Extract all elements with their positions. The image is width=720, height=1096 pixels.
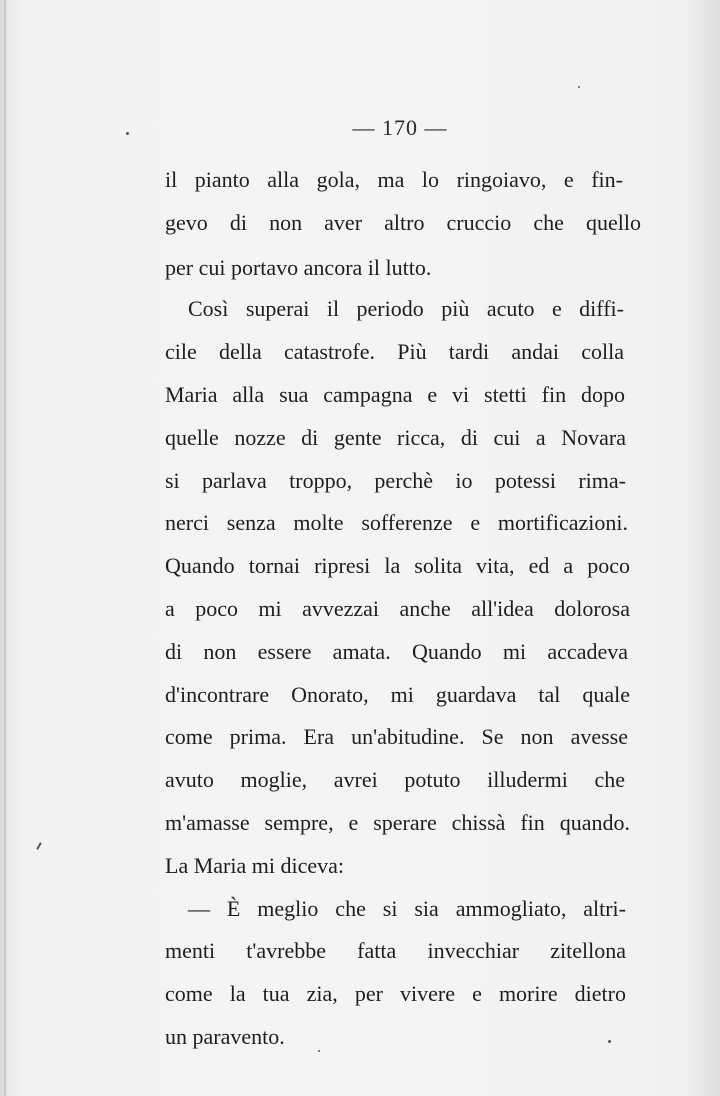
speck [318,1050,320,1052]
text-line-8: si parlava troppo, perchè io potessi rima- [165,468,626,493]
page-number: — 170 — [352,115,448,140]
text-line-1: il pianto alla gola, ma lo ringoiavo, e fin- [165,167,623,192]
text-line-2: gevo di non aver altro cruccio che quello [165,210,641,235]
speck [608,1040,611,1043]
text-line-6: Maria alla sua campagna e vi stetti fin dopo [165,382,625,407]
text-line-19: menti t'avrebbe fatta invecchiar zitellona [165,938,626,963]
text-line-4: Così superai il periodo più acuto e diffi- [188,296,624,321]
text-line-9: nerci senza molte sofferenze e mortificazioni. [165,510,628,535]
speck [126,132,129,135]
text-line-15: avuto moglie, avrei potuto illudermi che [165,767,625,792]
text-line-21: un paravento. [165,1024,285,1049]
text-line-12: di non essere amata. Quando mi accadeva [165,639,628,664]
text-line-10: Quando tornai ripresi la solita vita, ed a poco [165,553,630,578]
text-line-16: m'amasse sempre, e sperare chissà fin quando. [165,810,630,835]
text-line-20: come la tua zia, per vivere e morire dietro [165,981,626,1006]
text-line-3: per cui portavo ancora il lutto. [165,255,432,280]
speck [578,86,580,88]
text-line-5: cile della catastrofe. Più tardi andai colla [165,339,624,364]
text-line-13: d'incontrare Onorato, mi guardava tal quale [165,682,630,707]
text-line-14: come prima. Era un'abitudine. Se non avesse [165,724,628,749]
text-line-7: quelle nozze di gente ricca, di cui a Novara [165,425,626,450]
text-line-18: — È meglio che si sia ammogliato, altri- [188,896,626,921]
text-line-11: a poco mi avvezzai anche all'idea dolorosa [165,596,630,621]
text-line-17: La Maria mi diceva: [165,853,344,878]
